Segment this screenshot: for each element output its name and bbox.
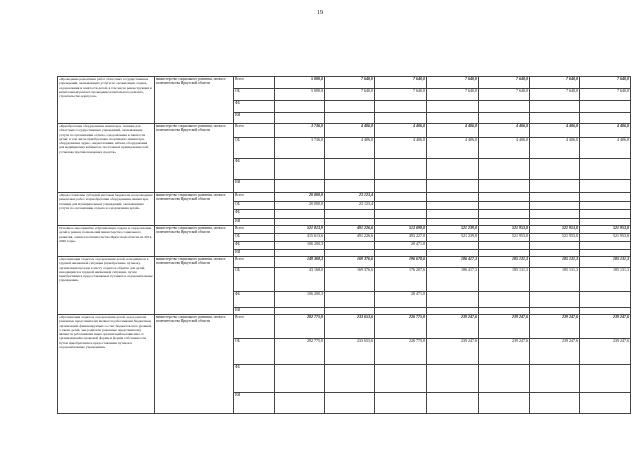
amount-cell: 521 953,0 — [479, 234, 530, 242]
amount-cell: 521 953,0 — [530, 234, 580, 242]
amount-cell — [325, 308, 375, 315]
amount-cell — [375, 365, 427, 393]
activity-description: «Проведение ремонтных работ областных государственных учреждений, оказывающих услуги по организации отдыха, оздоровления и занятости детей, в том числе реконструкция и капитальный ремонт, проведение капитального ремонта, строительство корпусов» — [58, 77, 155, 124]
amount-cell: 233 653,6 — [325, 339, 375, 365]
amount-cell: 282 775,0 — [275, 315, 325, 339]
amount-cell: 106 200,3 — [275, 242, 325, 250]
amount-cell — [580, 202, 631, 210]
amount-cell: 3 736,0 — [275, 124, 325, 138]
budget-table-body — [58, 77, 631, 414]
amount-cell: 186 417,3 — [427, 268, 479, 292]
table-row — [58, 257, 631, 268]
funding-source: ИИ — [234, 113, 275, 124]
amount-cell: 20 471,0 — [375, 242, 427, 250]
funding-source: Всего — [234, 77, 275, 89]
amount-cell — [375, 101, 427, 113]
amount-cell: 5 000,0 — [275, 77, 325, 89]
amount-cell — [325, 180, 375, 193]
amount-cell — [530, 202, 580, 210]
amount-cell: 521 953,0 — [479, 226, 530, 234]
funding-source: Всего — [234, 124, 275, 138]
amount-cell: 185 131,3 — [580, 257, 631, 268]
funding-source: ФБ — [234, 101, 275, 113]
amount-cell: 239 247,6 — [479, 339, 530, 365]
amount-cell — [275, 308, 325, 315]
amount-cell: 3 736,0 — [275, 138, 325, 159]
funding-source: ОБ — [234, 234, 275, 242]
amount-cell: 185 131,3 — [479, 257, 530, 268]
amount-cell — [427, 219, 479, 226]
amount-cell: 493 227,0 — [375, 234, 427, 242]
amount-cell: 7 640,0 — [580, 89, 631, 101]
amount-cell — [580, 365, 631, 393]
amount-cell — [375, 159, 427, 180]
amount-cell: 4 406,0 — [580, 124, 631, 138]
amount-cell — [427, 113, 479, 124]
amount-cell: 239 247,6 — [580, 339, 631, 365]
funding-source: ОБ — [234, 268, 275, 292]
funding-source: ФБ — [234, 159, 275, 180]
amount-cell: 239 247,6 — [530, 339, 580, 365]
amount-cell: 4 406,0 — [530, 124, 580, 138]
amount-cell — [580, 193, 631, 202]
amount-cell — [375, 193, 427, 202]
amount-cell — [580, 393, 631, 414]
amount-cell — [479, 308, 530, 315]
amount-cell — [275, 219, 325, 226]
funding-source: ОБ — [234, 89, 275, 101]
amount-cell — [427, 159, 479, 180]
page-number: 19 — [317, 10, 323, 16]
amount-cell: 4 406,0 — [580, 138, 631, 159]
amount-cell: 20 000,0 — [275, 202, 325, 210]
amount-cell — [375, 219, 427, 226]
amount-cell: 4 406,0 — [427, 124, 479, 138]
amount-cell — [375, 308, 427, 315]
amount-cell — [530, 210, 580, 219]
funding-source: Всего — [234, 193, 275, 202]
funding-source: ФБ — [234, 365, 275, 393]
amount-cell: 521 813,9 — [275, 226, 325, 234]
amount-cell — [325, 101, 375, 113]
table-row — [58, 226, 631, 234]
amount-cell — [375, 393, 427, 414]
amount-cell: 106 200,3 — [275, 292, 325, 308]
amount-cell — [427, 393, 479, 414]
amount-cell — [325, 393, 375, 414]
funding-source: ИИ — [234, 308, 275, 315]
amount-cell: 7 640,0 — [325, 89, 375, 101]
amount-cell: 233 653,6 — [325, 315, 375, 339]
executor-cell: министерство социального развития, опеки и попечительства Иркутской области — [155, 315, 234, 414]
amount-cell: 5 000,0 — [275, 89, 325, 101]
amount-cell: 176 207,6 — [375, 268, 427, 292]
funding-source: ФБ — [234, 210, 275, 219]
amount-cell: 43 168,0 — [275, 268, 325, 292]
amount-cell: 521 953,0 — [580, 226, 631, 234]
amount-cell — [479, 193, 530, 202]
funding-source: ОБ — [234, 138, 275, 159]
amount-cell: 521 239,0 — [427, 234, 479, 242]
amount-cell — [325, 113, 375, 124]
funding-source: ФБ — [234, 242, 275, 250]
amount-cell: 491 226,6 — [325, 226, 375, 234]
amount-cell — [427, 202, 479, 210]
amount-cell: 23 123,4 — [325, 193, 375, 202]
amount-cell — [530, 193, 580, 202]
activity-description: «Приобретение оборудования, инвентаря, техники для областных государственных учреждений, оказывающих услуги по организации отдыха, оздоровления и занятости детей, в том числе приобретение спортивного инвентаря, оборудования, аудио-, видеотехники, кабеля, оборудования для медицинских кабинетов, постельных принадлежностей, установка противопожарных средств» — [58, 124, 155, 193]
executor-cell: министерство социального развития, опеки и попечительства Иркутской области — [155, 226, 234, 257]
amount-cell: 7 640,0 — [375, 89, 427, 101]
amount-cell — [325, 219, 375, 226]
amount-cell: 185 131,3 — [580, 268, 631, 292]
executor-cell: министерство социального развития, опеки и попечительства Иркутской области — [155, 193, 234, 226]
amount-cell — [530, 159, 580, 180]
funding-source: ФБ — [234, 292, 275, 308]
amount-cell — [275, 365, 325, 393]
funding-source: ИИ — [234, 250, 275, 257]
amount-cell — [375, 180, 427, 193]
amount-cell — [479, 202, 530, 210]
amount-cell — [530, 250, 580, 257]
executor-cell: министерство социального развития, опеки и попечительства Иркутской области — [155, 77, 234, 124]
amount-cell: 521 953,0 — [530, 226, 580, 234]
amount-cell — [427, 180, 479, 193]
amount-cell: 149 368,3 — [275, 257, 325, 268]
amount-cell: 239 247,6 — [427, 339, 479, 365]
amount-cell — [427, 210, 479, 219]
amount-cell — [479, 219, 530, 226]
amount-cell — [530, 101, 580, 113]
activity-description: «Организация отдыха и оздоровления детей, находящихся в трудной жизненной ситуации (приобретение путевок), организация проезда к месту отдыха и обратно для детей, находящихся в трудной жизненной ситуации, путем приобретения в предоставляемых путевках в оздоровительные учреждения» — [58, 257, 155, 315]
amount-cell — [375, 202, 427, 210]
amount-cell: 239 247,6 — [427, 315, 479, 339]
amount-cell: 4 406,0 — [375, 138, 427, 159]
table-row — [58, 77, 631, 89]
activity-description: «Предоставление субсидий местным бюджетам на проведение ремонтных работ и приобретение оборудования, инвентаря, техники для муниципальных учреждений, оказывающих услуги по организации отдыха и оздоровления детей» — [58, 193, 155, 226]
amount-cell — [375, 113, 427, 124]
budget-table — [57, 76, 631, 414]
activity-description: «Организация отдыха и оздоровления детей, чьи родители (законные представители) являются работниками бюджетных организаций, финансируемых за счет бюджетов всех уровней, а также детей, чьи родители (законные представители) являются работниками иных организаций независимо от организационно-правовой формы и формы собственности путем приобретения и предоставления путевок в оздоровительные учреждения» — [58, 315, 155, 414]
amount-cell: 415 613,6 — [275, 234, 325, 242]
amount-cell: 226 775,0 — [375, 339, 427, 365]
funding-source: ИИ — [234, 219, 275, 226]
amount-cell — [427, 308, 479, 315]
amount-cell — [530, 242, 580, 250]
amount-cell: 7 640,0 — [427, 89, 479, 101]
amount-cell: 196 678,6 — [375, 257, 427, 268]
amount-cell — [275, 113, 325, 124]
amount-cell — [479, 101, 530, 113]
amount-cell: 521 239,0 — [427, 226, 479, 234]
amount-cell — [580, 101, 631, 113]
amount-cell: 169 376,6 — [325, 257, 375, 268]
amount-cell: 513 698,0 — [375, 226, 427, 234]
amount-cell — [427, 365, 479, 393]
funding-source: Всего — [234, 226, 275, 234]
amount-cell — [580, 242, 631, 250]
amount-cell — [479, 180, 530, 193]
amount-cell — [375, 210, 427, 219]
amount-cell — [479, 365, 530, 393]
table-row — [58, 124, 631, 138]
amount-cell — [580, 180, 631, 193]
amount-cell: 491 226,6 — [325, 234, 375, 242]
amount-cell — [530, 393, 580, 414]
amount-cell — [580, 210, 631, 219]
amount-cell — [427, 193, 479, 202]
amount-cell — [580, 308, 631, 315]
amount-cell: 282 775,0 — [275, 339, 325, 365]
amount-cell — [530, 365, 580, 393]
amount-cell: 7 640,0 — [580, 77, 631, 89]
amount-cell — [427, 101, 479, 113]
amount-cell: 4 406,0 — [375, 124, 427, 138]
amount-cell — [580, 292, 631, 308]
amount-cell: 185 131,3 — [479, 268, 530, 292]
amount-cell — [325, 242, 375, 250]
amount-cell — [479, 250, 530, 257]
activity-description: Основное мероприятие «Организация отдыха и оздоровления детей в рамках полномочий министерства социального развития, опеки и попечительства Иркутской области на 2014-2020 годы» — [58, 226, 155, 257]
amount-cell — [479, 292, 530, 308]
amount-cell: 7 640,0 — [530, 77, 580, 89]
amount-cell: 239 247,6 — [580, 315, 631, 339]
amount-cell: 20 471,0 — [375, 292, 427, 308]
amount-cell — [325, 210, 375, 219]
funding-source: ОБ — [234, 339, 275, 365]
amount-cell: 4 406,0 — [325, 124, 375, 138]
amount-cell — [479, 113, 530, 124]
amount-cell — [325, 292, 375, 308]
amount-cell — [530, 308, 580, 315]
amount-cell — [530, 180, 580, 193]
amount-cell — [427, 242, 479, 250]
amount-cell: 4 406,0 — [530, 138, 580, 159]
amount-cell — [427, 292, 479, 308]
table-row — [58, 193, 631, 202]
amount-cell: 23 123,4 — [325, 202, 375, 210]
amount-cell: 4 406,0 — [427, 138, 479, 159]
amount-cell — [325, 159, 375, 180]
amount-cell — [427, 250, 479, 257]
amount-cell — [580, 219, 631, 226]
funding-source: Всего — [234, 315, 275, 339]
amount-cell: 226 775,0 — [375, 315, 427, 339]
funding-source: Всего — [234, 257, 275, 268]
amount-cell — [479, 242, 530, 250]
amount-cell — [479, 210, 530, 219]
amount-cell — [275, 250, 325, 257]
amount-cell: 7 640,0 — [427, 77, 479, 89]
amount-cell — [580, 250, 631, 257]
amount-cell — [275, 159, 325, 180]
amount-cell: 20 000,0 — [275, 193, 325, 202]
amount-cell — [530, 219, 580, 226]
amount-cell: 7 640,0 — [375, 77, 427, 89]
amount-cell: 169 376,6 — [325, 268, 375, 292]
amount-cell — [275, 101, 325, 113]
amount-cell — [325, 365, 375, 393]
amount-cell: 7 640,0 — [325, 77, 375, 89]
amount-cell: 4 406,0 — [325, 138, 375, 159]
amount-cell: 7 640,0 — [479, 89, 530, 101]
amount-cell — [580, 113, 631, 124]
amount-cell — [325, 250, 375, 257]
amount-cell: 185 131,3 — [530, 268, 580, 292]
amount-cell — [530, 292, 580, 308]
amount-cell — [275, 393, 325, 414]
amount-cell — [275, 210, 325, 219]
amount-cell: 521 953,0 — [580, 234, 631, 242]
amount-cell — [479, 159, 530, 180]
amount-cell: 239 247,6 — [530, 315, 580, 339]
amount-cell — [530, 113, 580, 124]
amount-cell: 7 640,0 — [530, 89, 580, 101]
funding-source: ИИ — [234, 180, 275, 193]
amount-cell: 239 247,6 — [479, 315, 530, 339]
amount-cell — [375, 250, 427, 257]
amount-cell — [479, 393, 530, 414]
executor-cell: министерство социального развития, опеки и попечительства Иркутской области — [155, 257, 234, 315]
amount-cell — [275, 180, 325, 193]
amount-cell: 186 417,3 — [427, 257, 479, 268]
amount-cell — [580, 159, 631, 180]
funding-source: ОБ — [234, 202, 275, 210]
funding-source: ИИ — [234, 393, 275, 414]
amount-cell: 4 406,0 — [479, 124, 530, 138]
table-row — [58, 315, 631, 339]
executor-cell: министерство социального развития, опеки и попечительства Иркутской области — [155, 124, 234, 193]
amount-cell: 7 640,0 — [479, 77, 530, 89]
amount-cell: 185 131,3 — [530, 257, 580, 268]
amount-cell: 4 406,0 — [479, 138, 530, 159]
